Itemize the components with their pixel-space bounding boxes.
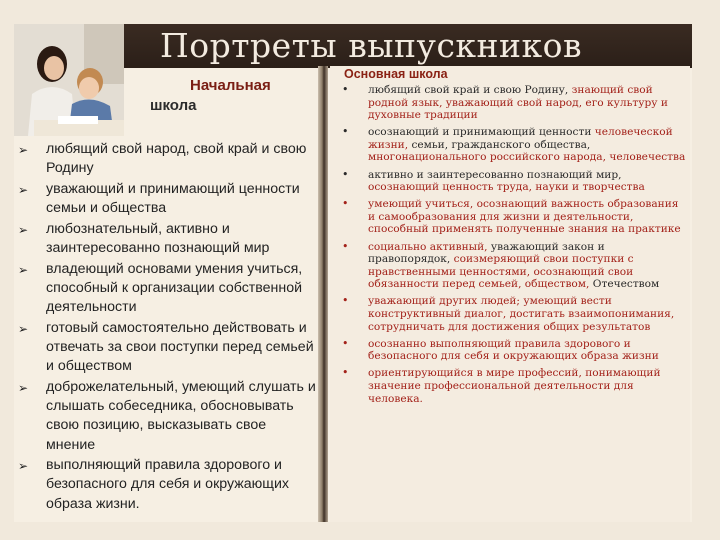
list-item: ➢ выполняющий правила здорового и безопасного для себя и окружающих образа жизни. xyxy=(18,457,289,512)
list-item: ➢ уважающий и принимающий ценности семьи и общества xyxy=(18,180,300,217)
list-item: ➢ готовый самостоятельно действовать и отвечать за свои поступки перед семьей и обществом xyxy=(18,319,314,375)
bullet-icon: • xyxy=(342,366,349,380)
arrow-bullet-icon: ➢ xyxy=(18,143,29,157)
arrow-bullet-icon: ➢ xyxy=(18,459,29,474)
arrow-bullet-icon: ➢ xyxy=(18,380,29,395)
teacher-child-illustration xyxy=(14,24,124,136)
list-item: ➢ любящий свой народ, свой край и свою Родину xyxy=(18,141,307,177)
list-item: • любящий свой край и свою Родину, знающий свой родной язык, уважающий свой народ, его культуру и духовные традиции xyxy=(342,83,668,122)
arrow-bullet-icon: ➢ xyxy=(18,321,29,336)
arrow-bullet-icon: ➢ xyxy=(18,222,29,237)
list-item: • социально активный, уважающий закон и правопорядок, соизмеряющий свои поступки с нравственными ценностями, осознающий свои обязанности перед семьей, обществом, Отечеством xyxy=(342,239,660,291)
list-item: ➢ владеющий основами умения учиться, способный к организации собственной деятельности xyxy=(18,260,303,316)
teacher-child-photo xyxy=(14,24,124,136)
list-item: • уважающий других людей; умеющий вести конструктивный диалог, достигать взаимопонимания, сотрудничать для достижения общих результатов xyxy=(342,294,675,333)
list-item: • ориентирующийся в мире профессий, понимающий значение профессиональной деятельности для человека. xyxy=(342,366,661,405)
list-item: ➢ любознательный, активно и заинтересованно познающий мир xyxy=(18,220,270,257)
bullet-icon: • xyxy=(342,239,349,253)
left-list xyxy=(18,140,318,515)
left-heading-line1: Начальная xyxy=(190,77,271,94)
bullet-icon: • xyxy=(342,83,349,96)
arrow-bullet-icon: ➢ xyxy=(18,262,29,277)
column-divider xyxy=(318,66,328,522)
left-heading-line2: школа xyxy=(150,97,197,114)
bullet-icon: • xyxy=(342,294,349,308)
bullet-icon: • xyxy=(342,125,349,139)
list-item: • умеющий учиться, осознающий важность образования и самообразования для жизни и деятельности, способный применять полученные знания на практике xyxy=(342,197,681,236)
list-item: ➢ доброжелательный, умеющий слушать и слышать собеседника, обосновывать свою позицию, высказывать свое мнение xyxy=(18,378,316,453)
right-heading: Основная школа xyxy=(344,67,448,81)
bullet-icon: • xyxy=(342,336,349,350)
slide-title: Портреты выпускников xyxy=(160,26,583,65)
bullet-icon: • xyxy=(342,197,349,211)
left-heading xyxy=(150,76,320,116)
right-list xyxy=(342,84,687,410)
arrow-bullet-icon: ➢ xyxy=(18,182,29,197)
list-item: • осознающий и принимающий ценности человеческой жизни, семьи, гражданского общества, многонационального российского народа, человечества xyxy=(342,125,686,164)
bullet-icon: • xyxy=(342,167,349,181)
list-item: • активно и заинтересованно познающий мир, осознающий ценность труда, науки и творчества xyxy=(342,167,645,194)
list-item: • осознанно выполняющий правила здорового и безопасного для себя и окружающих образа жизни xyxy=(342,336,659,363)
